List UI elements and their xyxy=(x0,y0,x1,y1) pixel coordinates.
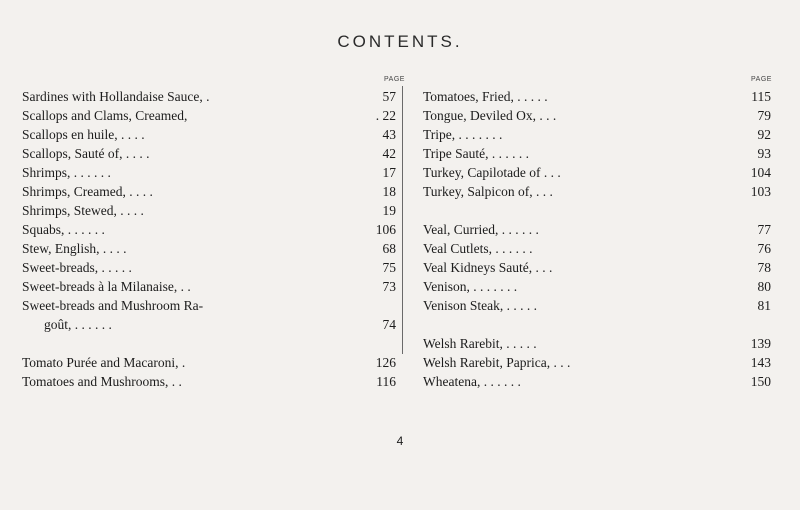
entry-label: Sweet-breads and Mushroom Ra- xyxy=(22,298,204,313)
entry-page: 76 xyxy=(757,241,771,256)
entry-page: 68 xyxy=(382,241,396,256)
right-entries xyxy=(423,87,778,391)
toc-entry xyxy=(22,220,402,239)
entry-page: 73 xyxy=(382,279,396,294)
entry-page: . 22 xyxy=(375,108,396,123)
toc-entry xyxy=(22,106,402,125)
column-divider xyxy=(402,86,403,354)
entry-label: Squabs, . . . . . . xyxy=(22,222,105,237)
toc-entry xyxy=(423,277,778,296)
toc-entry xyxy=(423,334,778,353)
entry-page: 126 xyxy=(375,355,396,370)
page-column-header: PAGE xyxy=(751,76,772,83)
entry-page: 77 xyxy=(757,222,771,237)
toc-entry xyxy=(423,182,778,201)
entry-label: Welsh Rarebit, Paprica, . . . xyxy=(423,355,571,370)
toc-entry xyxy=(22,163,402,182)
entry-page: 74 xyxy=(382,317,396,332)
entry-page: 150 xyxy=(750,374,771,389)
toc-entry xyxy=(423,163,778,182)
toc-entry xyxy=(423,106,778,125)
toc-entry xyxy=(22,258,402,277)
entry-page: 17 xyxy=(382,165,396,180)
toc-entry xyxy=(22,87,402,106)
toc-spacer xyxy=(423,201,778,220)
page-title: CONTENTS. xyxy=(337,32,463,51)
entry-label: Tomatoes and Mushrooms, . . xyxy=(22,374,182,389)
toc-entry xyxy=(423,372,778,391)
entry-label: Welsh Rarebit, . . . . . xyxy=(423,336,537,351)
toc-spacer xyxy=(423,315,778,334)
entry-label: Tripe, . . . . . . . xyxy=(423,127,503,142)
entry-page: 104 xyxy=(750,165,771,180)
entry-page: 42 xyxy=(382,146,396,161)
entry-label: Sardines with Hollandaise Sauce, . xyxy=(22,89,210,104)
entry-label: Veal Cutlets, . . . . . . xyxy=(423,241,533,256)
toc-entry xyxy=(423,144,778,163)
entry-page: 103 xyxy=(750,184,771,199)
entry-label: Veal, Curried, . . . . . . xyxy=(423,222,539,237)
entry-label: Veal Kidneys Sauté, . . . xyxy=(423,260,553,275)
toc-entry xyxy=(423,353,778,372)
toc-entry xyxy=(423,239,778,258)
page-number: 4 xyxy=(396,434,404,448)
entry-label: Sweet-breads à la Milanaise, . . xyxy=(22,279,191,294)
toc-entry xyxy=(22,372,402,391)
entry-page: 19 xyxy=(382,203,396,218)
entry-label: Wheatena, . . . . . . xyxy=(423,374,521,389)
entry-label-continued: goût, . . . . . . xyxy=(44,317,112,332)
entry-label: Tripe Sauté, . . . . . . xyxy=(423,146,530,161)
entry-label: Sweet-breads, . . . . . xyxy=(22,260,132,275)
entry-label: Shrimps, Creamed, . . . . xyxy=(22,184,153,199)
entry-page: 80 xyxy=(757,279,771,294)
toc-entry xyxy=(22,296,402,334)
toc-entry xyxy=(22,277,402,296)
entry-page: 143 xyxy=(750,355,771,370)
entry-label: Shrimps, . . . . . . xyxy=(22,165,111,180)
entry-page: 116 xyxy=(376,374,396,389)
entry-page: 75 xyxy=(382,260,396,275)
toc-spacer xyxy=(22,334,402,353)
entry-page: 43 xyxy=(382,127,396,142)
entry-label: Turkey, Capilotade of . . . xyxy=(423,165,561,180)
toc-entry xyxy=(22,125,402,144)
entry-label: Venison, . . . . . . . xyxy=(423,279,518,294)
toc-entry xyxy=(423,258,778,277)
entry-page: 139 xyxy=(750,336,771,351)
entry-label: Venison Steak, . . . . . xyxy=(423,298,537,313)
entry-page: 81 xyxy=(757,298,771,313)
entry-page: 92 xyxy=(757,127,771,142)
entry-label: Tomato Purée and Macaroni, . xyxy=(22,355,186,370)
entry-label: Scallops en huile, . . . . xyxy=(22,127,145,142)
entry-page: 93 xyxy=(757,146,771,161)
toc-entry xyxy=(423,125,778,144)
entry-page: 78 xyxy=(757,260,771,275)
toc-entry xyxy=(22,353,402,372)
toc-entry xyxy=(423,220,778,239)
entry-page: 57 xyxy=(382,89,396,104)
toc-entry xyxy=(22,239,402,258)
toc-entry xyxy=(423,87,778,106)
toc-entry xyxy=(22,201,402,220)
entry-label: Tongue, Deviled Ox, . . . xyxy=(423,108,557,123)
entry-label: Scallops and Clams, Creamed, xyxy=(22,108,188,123)
entry-page: 106 xyxy=(375,222,396,237)
toc-entry xyxy=(22,182,402,201)
entry-label: Shrimps, Stewed, . . . . xyxy=(22,203,144,218)
entry-label: Tomatoes, Fried, . . . . . xyxy=(423,89,548,104)
page-column-header: PAGE xyxy=(384,76,405,83)
entry-label: Turkey, Salpicon of, . . . xyxy=(423,184,553,199)
toc-entry xyxy=(22,144,402,163)
entry-page: 79 xyxy=(757,108,771,123)
entry-page: 18 xyxy=(382,184,396,199)
entry-label: Scallops, Sauté of, . . . . xyxy=(22,146,150,161)
entry-page: 115 xyxy=(751,89,771,104)
toc-entry xyxy=(423,296,778,315)
left-entries xyxy=(22,87,402,391)
entry-label: Stew, English, . . . . xyxy=(22,241,127,256)
